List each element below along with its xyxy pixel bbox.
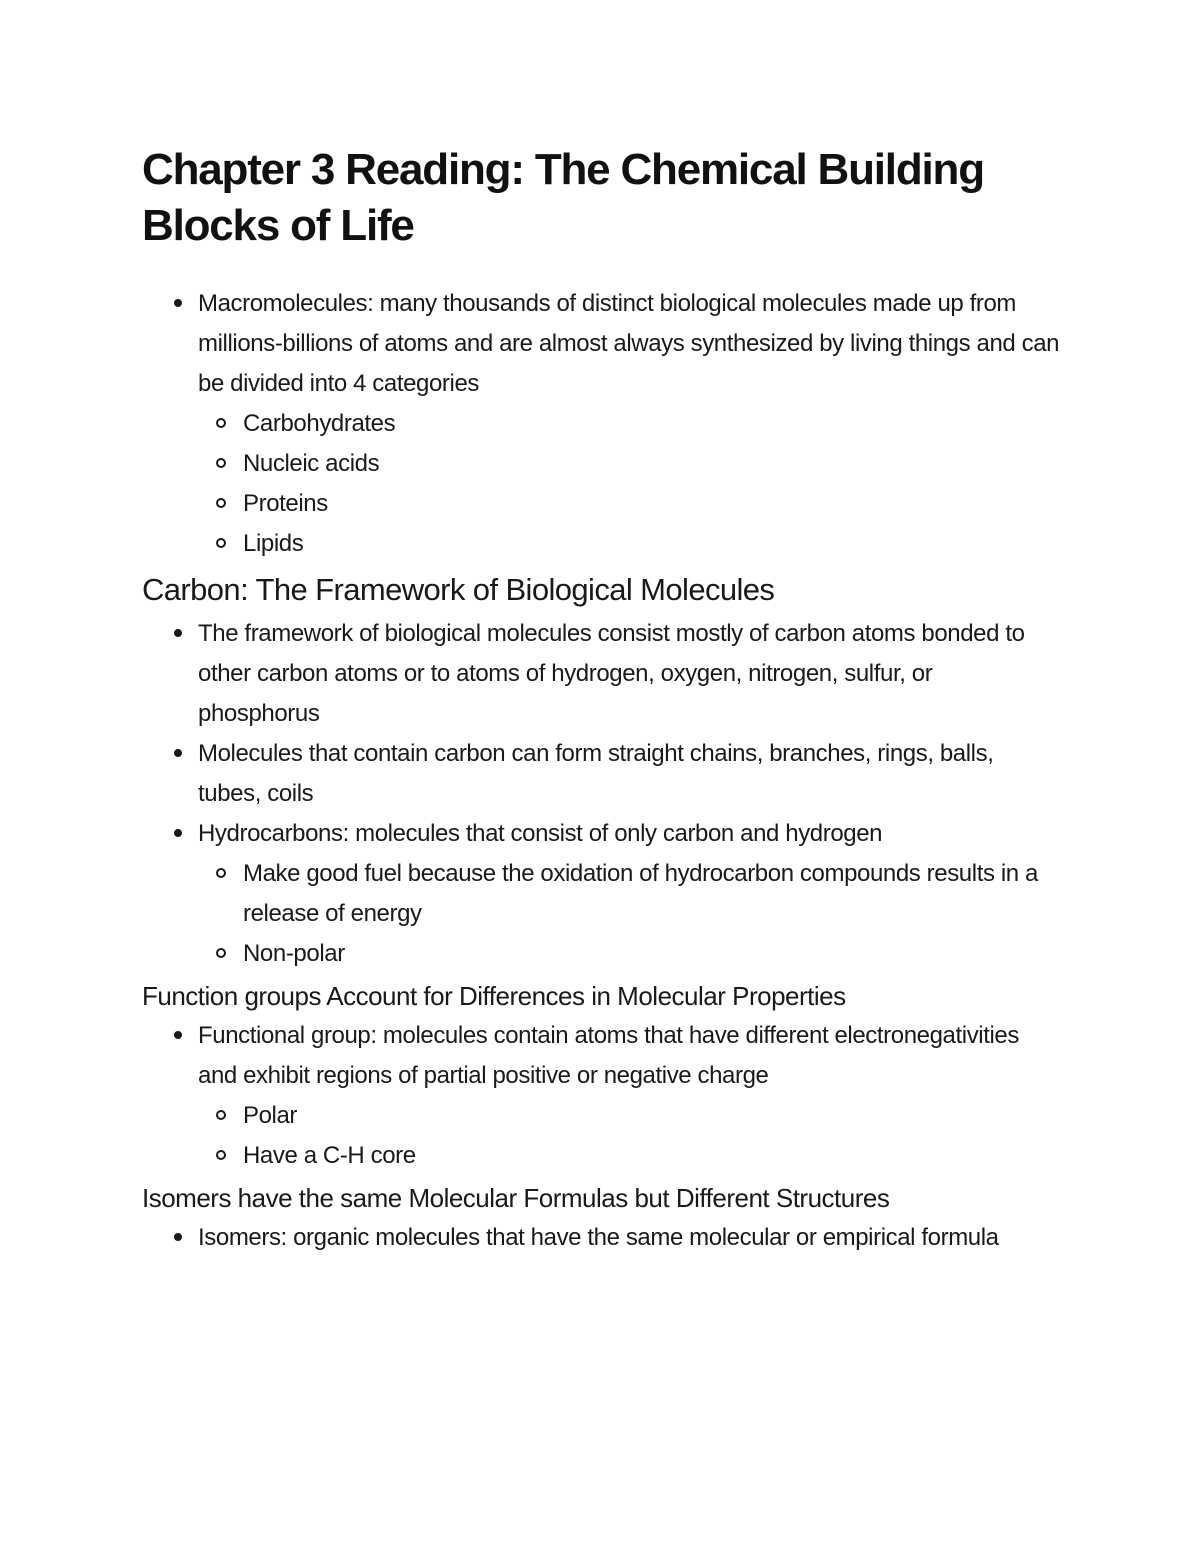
list-item: Proteins — [198, 484, 1062, 524]
carbon-list — [142, 614, 1062, 974]
list-item: Molecules that contain carbon can form straight chains, branches, rings, balls, tubes, coils — [142, 734, 1062, 814]
functional-sublist — [198, 1096, 1062, 1176]
list-item: Carbohydrates — [198, 404, 1062, 444]
macromolecules-text: Macromolecules: many thousands of distinct biological molecules made up from millions-billions of atoms and are almost always synthesized by living things and can be divided into 4 categories — [198, 290, 1060, 397]
document-page — [142, 142, 1062, 1258]
list-item: Nucleic acids — [198, 444, 1062, 484]
section-heading-isomers: Isomers have the same Molecular Formulas but Different Structures — [142, 1183, 890, 1213]
page-title: Chapter 3 Reading: The Chemical Building Blocks of Life — [142, 145, 984, 250]
list-item: Isomers: organic molecules that have the same molecular or empirical formula — [142, 1218, 1062, 1258]
section-heading-functional-groups: Function groups Account for Differences in Molecular Properties — [142, 981, 846, 1011]
list-item: Lipids — [198, 524, 1062, 564]
functional-list — [142, 1016, 1062, 1176]
hydrocarbons-text: Hydrocarbons: molecules that consist of only carbon and hydrogen — [198, 820, 883, 847]
list-item — [142, 1016, 1062, 1176]
list-item: Make good fuel because the oxidation of hydrocarbon compounds results in a release of energy — [198, 854, 1062, 934]
list-item: Non-polar — [198, 934, 1062, 974]
functional-group-text: Functional group: molecules contain atoms that have different electronegativities and exhibit regions of partial positive or negative charge — [198, 1022, 1019, 1089]
categories-sublist — [198, 404, 1062, 564]
list-item: Have a C-H core — [198, 1136, 1062, 1176]
hydrocarbons-sublist — [198, 854, 1062, 974]
list-item: Polar — [198, 1096, 1062, 1136]
section-heading-carbon: Carbon: The Framework of Biological Molecules — [142, 572, 775, 607]
macromolecules-list — [142, 284, 1062, 564]
isomers-list — [142, 1218, 1062, 1258]
list-item — [142, 814, 1062, 974]
list-item — [142, 284, 1062, 564]
list-item: The framework of biological molecules consist mostly of carbon atoms bonded to other carbon atoms or to atoms of hydrogen, oxygen, nitrogen, sulfur, or phosphorus — [142, 614, 1062, 734]
